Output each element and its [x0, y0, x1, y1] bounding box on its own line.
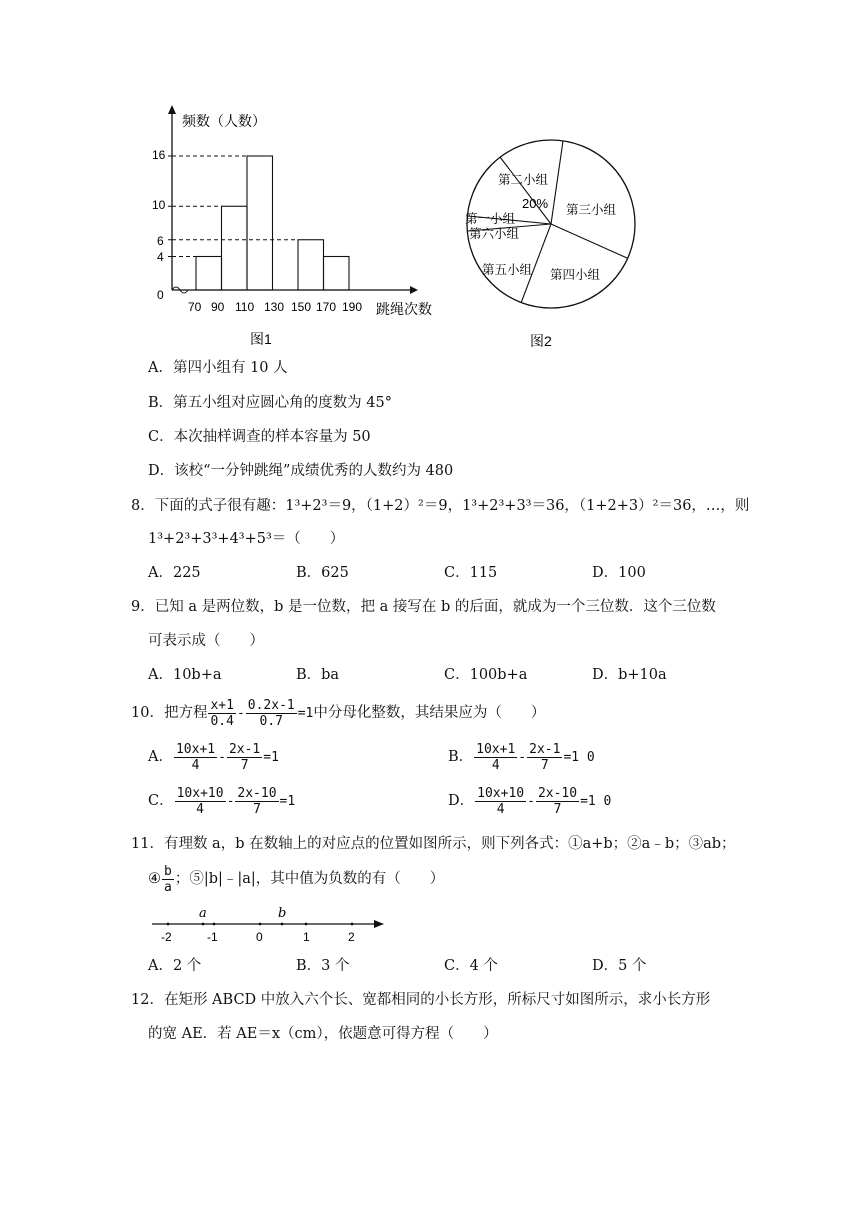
figure-2-caption: 图2 — [530, 333, 552, 349]
tick-label-0: 0 — [256, 930, 263, 944]
tick-label-2: 2 — [348, 930, 355, 944]
histogram-bar-110-130 — [247, 156, 273, 290]
q10-stem — [131, 697, 545, 733]
q10-fraction-2-numerator: 0.2x-1 — [247, 697, 295, 713]
q9-option-b: B．ba — [296, 667, 340, 683]
q10-option-d — [448, 784, 611, 819]
y-tick-6: 6 — [157, 234, 164, 248]
q10-option-b-rhs: =1 0 — [563, 750, 595, 765]
figure-2-pie — [458, 128, 644, 354]
tick-2 — [351, 923, 354, 926]
histogram-bar-150-170 — [298, 240, 324, 290]
q8-option-b: B．625 — [296, 565, 349, 581]
q10-option-d-label: D． — [448, 793, 475, 809]
q9-option-d: D．b+10a — [592, 667, 667, 683]
q11-option-d: D．5 个 — [592, 958, 647, 974]
q7-option-a: A．第四小组有 10 人 — [148, 360, 288, 376]
q10-fraction-1-denominator: 0.4 — [210, 713, 234, 729]
histogram-bar-170-190 — [324, 257, 350, 291]
q10-option-a-den-2: 7 — [240, 757, 249, 773]
q10-option-c-minus: - — [226, 794, 235, 809]
q10-fraction-2-denominator: 0.7 — [259, 713, 283, 729]
q7-option-b: B．第五小组对应圆心角的度数为 45° — [148, 395, 392, 411]
q10-fraction-1-numerator: x+1 — [210, 697, 234, 713]
tick-minus-2 — [167, 923, 170, 926]
q10-option-b-frac-2 — [527, 742, 562, 773]
q10-option-b-den-1: 4 — [491, 757, 500, 773]
y-tick-10: 10 — [152, 198, 166, 212]
x-axis-arrow — [410, 286, 418, 294]
q10-option-b-minus: - — [518, 750, 527, 765]
q10-option-c-frac-1 — [175, 786, 226, 817]
pie-divider-3 — [551, 224, 627, 258]
q10-option-a-frac-1 — [174, 742, 217, 773]
q10-option-b-frac-1 — [474, 742, 517, 773]
x-tick-90: 90 — [211, 300, 225, 314]
q9-option-c: C．100b+a — [444, 667, 528, 683]
pie-divider-2 — [551, 141, 563, 224]
tick-1 — [305, 923, 308, 926]
q8-option-a: A．225 — [148, 565, 201, 581]
histogram-bar-70-90 — [196, 257, 222, 291]
q10-option-b-den-2: 7 — [540, 757, 549, 773]
q9-stem-line-2: 可表示成（ ） — [148, 633, 264, 649]
q10-option-c-label: C． — [148, 793, 174, 809]
q9-stem-line-1: 9．已知 a 是两位数，b 是一位数，把 a 接写在 b 的后面，就成为一个三位数．这个三位数 — [131, 599, 716, 615]
q10-option-b-num-2: 2x-1 — [529, 741, 561, 757]
q10-fraction-1 — [208, 698, 235, 729]
q10-option-c-den-2: 7 — [253, 801, 261, 817]
q11-stem-line-1: 11．有理数 a，b 在数轴上的对应点的位置如图所示，则下列各式：①a+b；②a﹣b；③ab； — [131, 836, 736, 852]
q10-option-a-label: A． — [148, 749, 173, 765]
x-tick-70: 70 — [188, 300, 202, 314]
x-tick-130: 130 — [264, 300, 285, 314]
q11-stem-line-2 — [148, 862, 444, 896]
q10-prefix: 10．把方程 — [131, 705, 208, 721]
x-axis-label: 跳绳次数 — [376, 301, 432, 317]
slice-label-group-2: 第二小组 — [498, 173, 549, 187]
q11-option-c: C．4 个 — [444, 958, 498, 974]
point-b — [281, 923, 284, 926]
figure-1-histogram — [148, 100, 448, 355]
slice-label-group-5: 第五小组 — [482, 263, 533, 277]
q10-option-b — [448, 740, 595, 775]
q10-option-d-den-1: 4 — [496, 801, 505, 817]
q10-option-b-label: B． — [448, 749, 474, 765]
tick-label-1: 1 — [303, 930, 310, 944]
q10-suffix: 中分母化整数，其结果应为（ ） — [313, 705, 546, 721]
y-tick-16: 16 — [152, 148, 166, 162]
q7-option-d: D．该校“一分钟跳绳”成绩优秀的人数约为 480 — [148, 463, 454, 479]
histogram-svg — [148, 100, 448, 355]
q10-option-d-num-1: 10x+10 — [477, 785, 525, 801]
q10-option-c-frac-2 — [235, 786, 278, 817]
pie-svg — [458, 128, 644, 354]
q10-option-d-num-2: 2x-10 — [537, 785, 578, 801]
point-a-label: a — [199, 906, 207, 921]
q7-option-c: C．本次抽样调查的样本容量为 50 — [148, 429, 371, 445]
q10-option-d-minus: - — [527, 794, 535, 809]
q10-option-a-frac-2 — [227, 742, 262, 773]
q11-number-line — [148, 906, 388, 946]
q10-option-a — [148, 740, 279, 775]
y-axis-arrow — [168, 105, 176, 114]
number-line-svg — [148, 906, 388, 946]
q10-option-d-rhs: =1 0 — [580, 794, 612, 809]
q11-item-4-denominator: a — [164, 879, 172, 895]
q10-option-c — [148, 784, 295, 819]
slice-label-group-6: 第六小组 — [469, 227, 520, 241]
q10-option-a-num-1: 10x+1 — [175, 741, 216, 757]
tick-label-minus-1: -1 — [207, 930, 218, 944]
q10-option-a-den-1: 4 — [191, 757, 200, 773]
tick-label-minus-2: -2 — [161, 930, 172, 944]
q11-item-4-marker: ④ — [148, 871, 161, 887]
q10-option-d-den-2: 7 — [553, 801, 562, 817]
x-tick-190: 190 — [342, 300, 363, 314]
point-b-label: b — [278, 906, 287, 921]
q10-minus: - — [236, 706, 245, 721]
figure-1-caption: 图1 — [250, 331, 272, 347]
point-a — [202, 923, 205, 926]
x-tick-150: 150 — [291, 300, 312, 314]
x-tick-170: 170 — [316, 300, 337, 314]
slice-label-group-1: 第一小组 — [465, 212, 516, 226]
tick-0 — [259, 923, 262, 926]
q10-option-a-minus: - — [218, 750, 226, 765]
q10-option-a-rhs: =1 — [263, 750, 279, 765]
q11-stem-rest: ；⑤|b|﹣|a|，其中值为负数的有（ ） — [174, 871, 445, 887]
q11-item-4-numerator: b — [164, 863, 172, 879]
q10-option-c-num-2: 2x-10 — [237, 785, 277, 801]
q10-rhs: =1 — [297, 706, 314, 721]
q10-option-c-num-1: 10x+10 — [176, 785, 224, 801]
slice-label-group-3: 第三小组 — [566, 203, 617, 217]
q10-option-c-den-1: 4 — [196, 801, 204, 817]
y-tick-0: 0 — [157, 288, 164, 302]
q10-option-c-rhs: =1 — [279, 794, 296, 809]
q8-option-d: D．100 — [592, 565, 646, 581]
histogram-bar-90-110 — [222, 206, 248, 290]
q12-stem-line-2: 的宽 AE．若 AE＝x（cm），依题意可得方程（ ） — [148, 1026, 498, 1042]
y-axis-label: 频数（人数） — [182, 113, 266, 129]
q11-option-b: B．3 个 — [296, 958, 350, 974]
q10-fraction-2 — [246, 698, 297, 729]
q8-stem-line-2: 1³+2³+3³+4³+5³＝（ ） — [148, 531, 345, 547]
q10-option-d-frac-2 — [536, 786, 579, 817]
q8-option-c: C．115 — [444, 565, 498, 581]
number-line-arrow — [374, 920, 384, 928]
q12-stem-line-1: 12．在矩形 ABCD 中放入六个长、宽都相同的小长方形，所标尺寸如图所示，求小长方形 — [131, 992, 711, 1008]
q11-item-4-fraction — [162, 864, 174, 895]
q10-option-d-frac-1 — [475, 786, 526, 817]
percent-label: 20% — [522, 196, 549, 211]
q11-option-a: A．2 个 — [148, 958, 202, 974]
q10-option-a-num-2: 2x-1 — [228, 741, 261, 757]
tick-minus-1 — [213, 923, 216, 926]
q8-stem-line-1: 8．下面的式子很有趣：1³+2³＝9，（1+2）²＝9，1³+2³+3³＝36，（1+2+3）²＝36，…，则 — [131, 498, 750, 514]
q10-option-b-num-1: 10x+1 — [476, 741, 516, 757]
y-tick-4: 4 — [157, 250, 164, 264]
x-tick-110: 110 — [235, 300, 255, 314]
q9-option-a: A．10b+a — [148, 667, 222, 683]
slice-label-group-4: 第四小组 — [550, 268, 601, 282]
